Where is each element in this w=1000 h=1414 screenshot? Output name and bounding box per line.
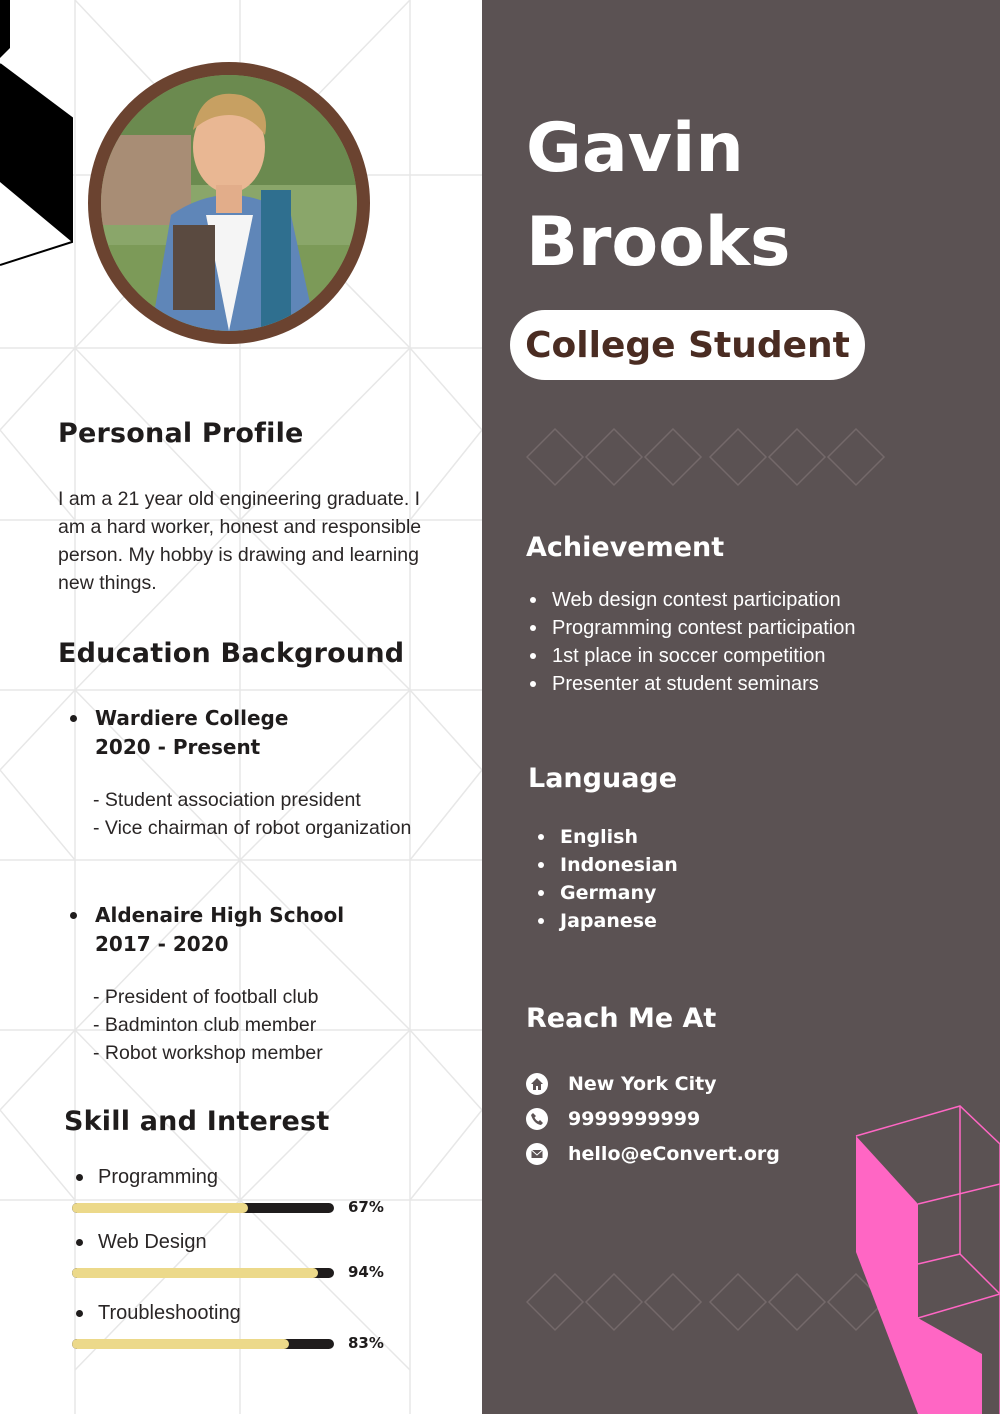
email-text[interactable]: hello@eConvert.org xyxy=(568,1143,780,1165)
bullet xyxy=(530,653,536,659)
decor-black-cube xyxy=(0,0,80,270)
achievement-heading: Achievement xyxy=(526,532,725,563)
language-heading: Language xyxy=(528,763,678,794)
student-avatar xyxy=(101,75,357,331)
language-item xyxy=(534,879,678,907)
full-name xyxy=(526,102,791,290)
bullet xyxy=(70,715,77,722)
skill-bar-fill xyxy=(72,1268,318,1278)
language-text: Germany xyxy=(560,882,657,904)
achievement-item xyxy=(526,642,855,670)
skill-name: Web Design xyxy=(98,1230,207,1253)
bullet xyxy=(70,912,77,919)
achievement-text: Presenter at student seminars xyxy=(552,672,819,695)
profile-photo xyxy=(88,62,370,344)
decor-diamond-row-bottom xyxy=(526,1273,888,1333)
skill-item xyxy=(72,1228,392,1281)
left-panel xyxy=(0,0,482,1414)
education-note: - Student association president xyxy=(93,789,361,811)
achievement-text: Web design contest participation xyxy=(552,588,841,611)
skill-percent: 67% xyxy=(348,1198,384,1216)
achievement-item xyxy=(526,670,855,698)
school-years: 2020 - Present xyxy=(95,735,261,759)
bullet xyxy=(76,1174,83,1181)
education-entry xyxy=(70,704,430,842)
contact-phone xyxy=(526,1108,700,1130)
achievement-list xyxy=(526,586,855,698)
contact-heading: Reach Me At xyxy=(526,1003,717,1034)
right-panel xyxy=(482,0,1000,1414)
skill-item xyxy=(72,1163,392,1216)
education-heading: Education Background xyxy=(58,638,405,669)
profile-heading: Personal Profile xyxy=(58,418,304,449)
achievement-item xyxy=(526,614,855,642)
phone-text[interactable]: 9999999999 xyxy=(568,1108,701,1130)
skill-percent: 94% xyxy=(348,1263,384,1281)
language-text: English xyxy=(560,826,638,848)
job-title-badge: College Student xyxy=(510,310,865,380)
bullet xyxy=(538,862,544,868)
first-name: Gavin xyxy=(526,109,744,188)
language-text: Indonesian xyxy=(560,854,678,876)
home-icon xyxy=(526,1073,548,1095)
skill-percent: 83% xyxy=(348,1334,384,1352)
skill-name: Troubleshooting xyxy=(98,1301,241,1324)
location-text: New York City xyxy=(568,1073,717,1095)
bullet xyxy=(76,1310,83,1317)
skill-bar-fill xyxy=(72,1203,248,1213)
language-text: Japanese xyxy=(560,910,657,932)
language-item xyxy=(534,823,678,851)
bullet xyxy=(530,625,536,631)
education-entry xyxy=(70,901,430,1067)
bullet xyxy=(76,1239,83,1246)
bullet xyxy=(530,597,536,603)
education-note: - Vice chairman of robot organization xyxy=(93,817,412,839)
bullet xyxy=(538,918,544,924)
skill-bar xyxy=(72,1268,334,1278)
decor-pink-cube xyxy=(854,1104,1000,1414)
education-note: - Badminton club member xyxy=(93,1014,317,1036)
education-note: - President of football club xyxy=(93,986,319,1008)
skill-bar xyxy=(72,1203,334,1213)
achievement-text: 1st place in soccer competition xyxy=(552,644,826,667)
profile-text: I am a 21 year old engineering graduate. I am a hard worker, honest and responsible person. My hobby is drawing and learning new things. xyxy=(58,488,422,594)
mail-icon xyxy=(526,1143,548,1165)
skills-heading: Skill and Interest xyxy=(64,1106,330,1137)
skill-name: Programming xyxy=(98,1165,219,1188)
last-name: Brooks xyxy=(526,203,791,282)
skill-bar xyxy=(72,1339,334,1349)
contact-location xyxy=(526,1073,717,1095)
achievement-text: Programming contest participation xyxy=(552,616,856,639)
bullet xyxy=(538,834,544,840)
achievement-item xyxy=(526,586,855,614)
language-list xyxy=(534,823,678,935)
contact-email xyxy=(526,1143,780,1165)
school-years: 2017 - 2020 xyxy=(95,932,229,956)
school-name: Aldenaire High School xyxy=(95,903,345,927)
education-note: - Robot workshop member xyxy=(93,1042,323,1064)
decor-diamond-row-top xyxy=(526,428,888,488)
bullet xyxy=(530,681,536,687)
language-item xyxy=(534,907,678,935)
bullet xyxy=(538,890,544,896)
school-name: Wardiere College xyxy=(95,706,289,730)
phone-icon xyxy=(526,1108,548,1130)
skill-bar-fill xyxy=(72,1339,289,1349)
language-item xyxy=(534,851,678,879)
skill-item xyxy=(72,1299,392,1352)
